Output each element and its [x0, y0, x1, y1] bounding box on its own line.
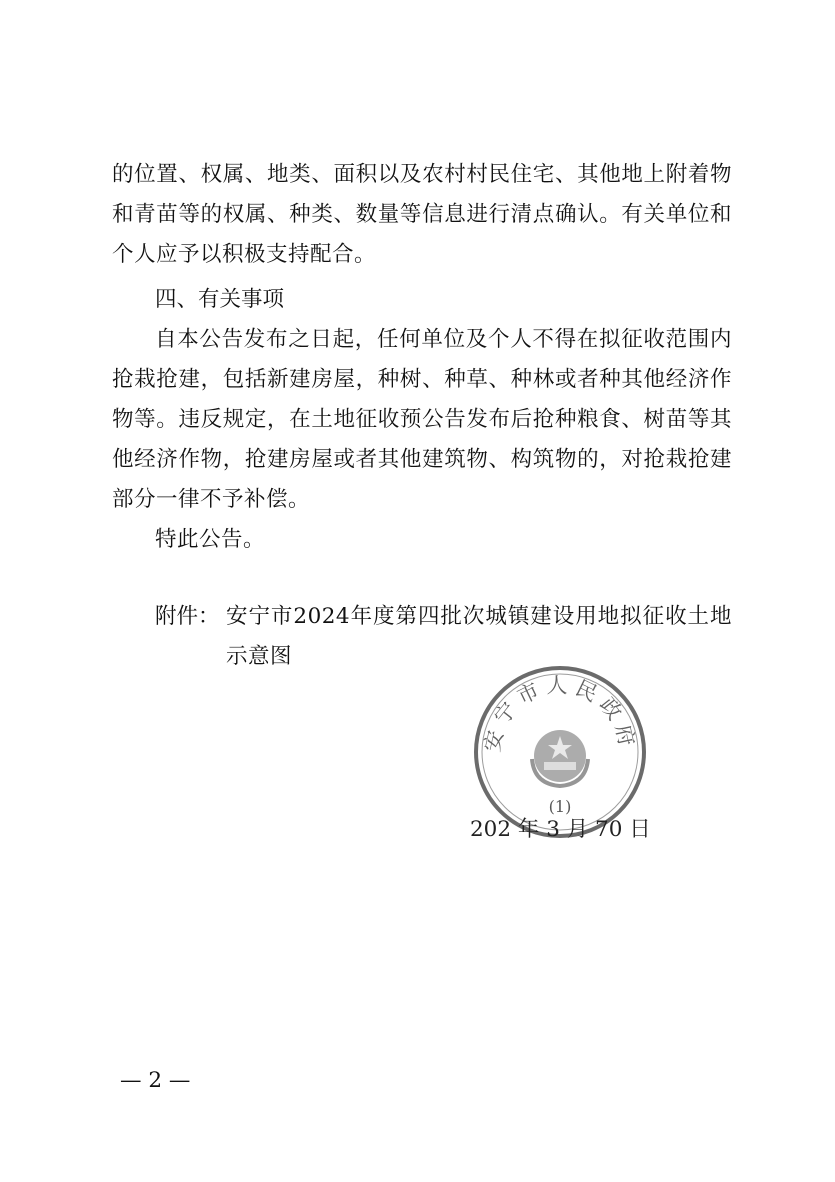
paragraph-continuation: 的位置、权属、地类、面积以及农村村民住宅、其他地上附着物和青苗等的权属、种类、数量等信息进行清点确认。有关单位和个人应予以积极支持配合。 — [112, 162, 732, 267]
paragraph-matters: 自本公告发布之日起，任何单位及个人不得在拟征收范围内抢栽抢建，包括新建房屋，种树、种草、种林或者种其他经济作物等。违反规定，在土地征收预公告发布后抢种粮食、树苗等其他经济作物，抢建房屋或者其他建筑物、构筑物的，对抢栽抢建部分一律不予补偿。 — [112, 327, 732, 512]
emblem-icon — [532, 730, 588, 786]
closing-statement: 特此公告。 — [155, 527, 266, 552]
svg-text:(1): (1) — [548, 797, 572, 816]
attachment-text: 安宁市2024年度第四批次城镇建设用地拟征收土地示意图 — [226, 604, 732, 669]
section-heading: 四、有关事项 — [155, 287, 285, 312]
page-number: — 2 — — [120, 1068, 191, 1093]
attachment-label: 附件： — [155, 604, 220, 629]
document-date: 202 年 3 月 70 日 — [470, 817, 651, 842]
svg-text:安宁市人民政府: 安宁市人民政府 — [479, 673, 641, 754]
